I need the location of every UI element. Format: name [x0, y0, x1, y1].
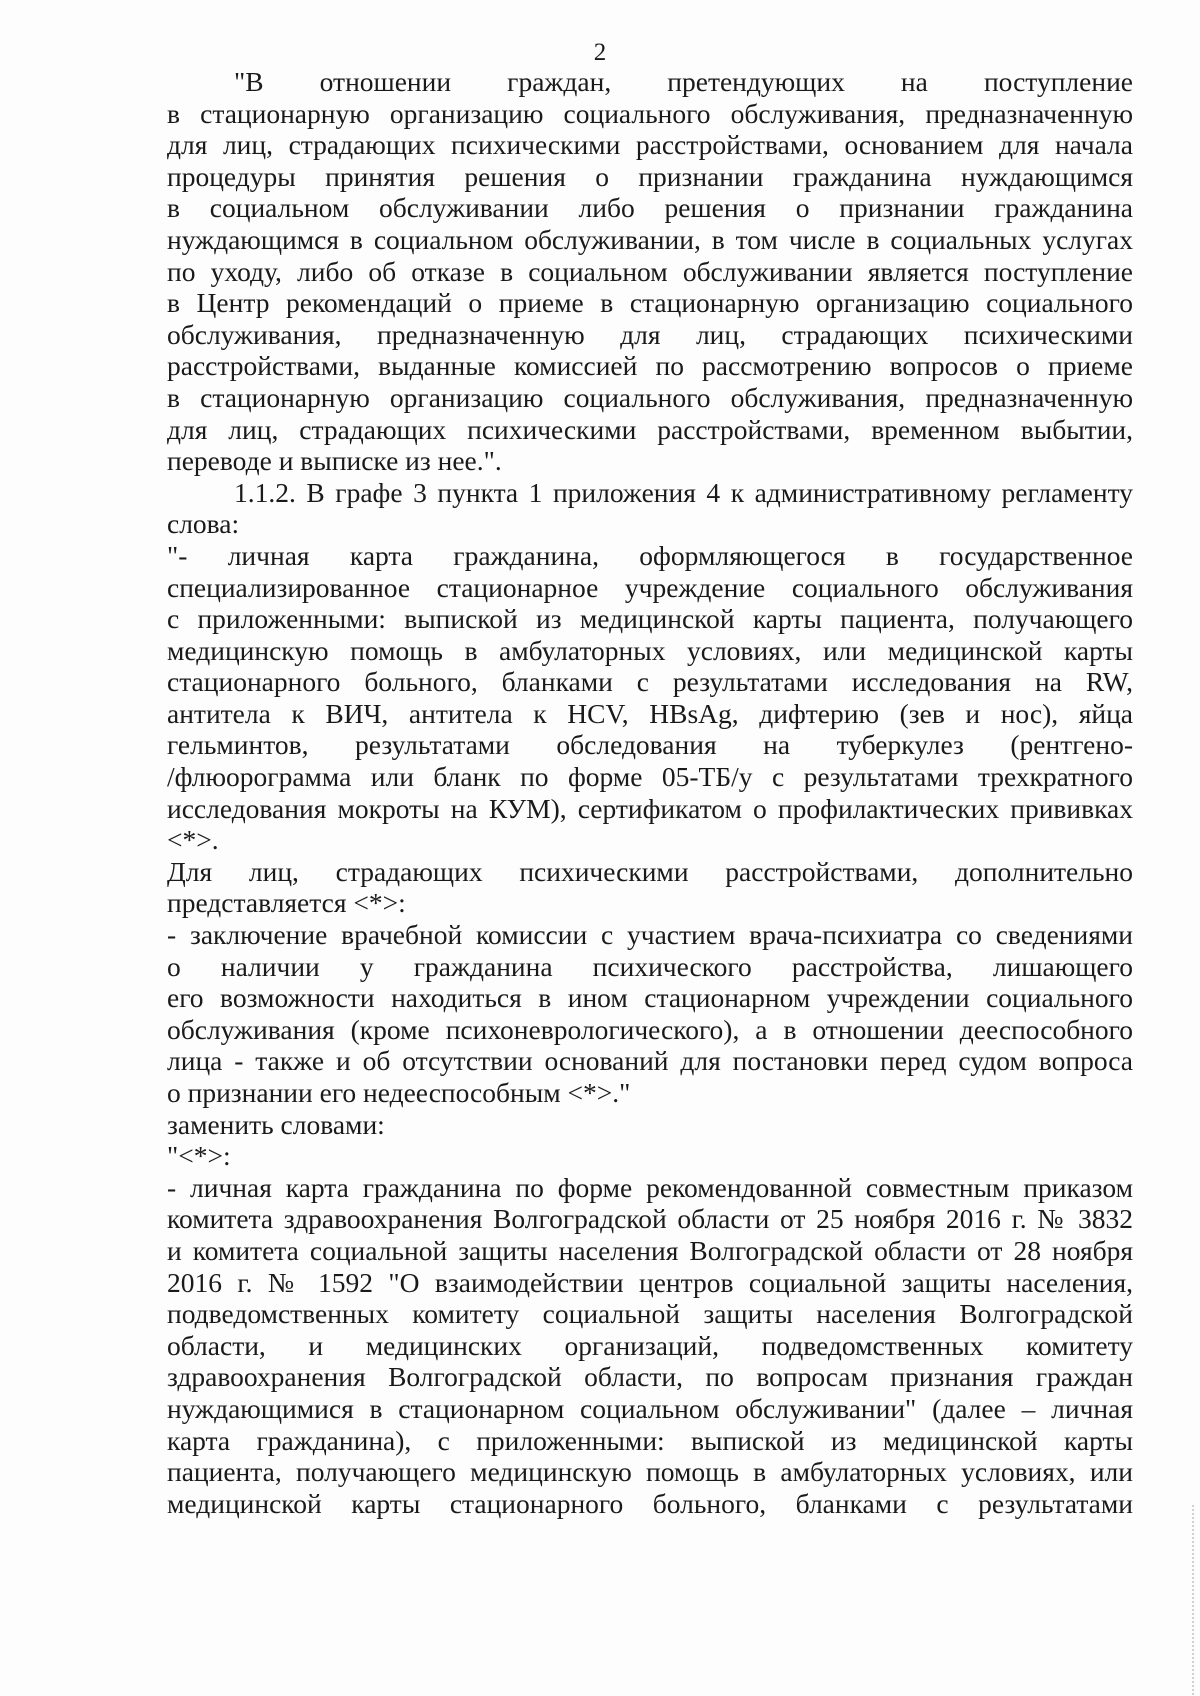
- text-line: - личная карта гражданина по форме рекомендованной совместным приказом: [167, 1171, 1133, 1203]
- text-line: стационарного больного, бланками с результатами исследования на RW,: [167, 666, 1133, 698]
- text-line: "<*>:: [167, 1140, 231, 1172]
- text-line: для лиц, страдающих психическими расстройствами, основанием для начала: [167, 129, 1133, 161]
- text-line: медицинской карты стационарного больного, бланками с результатами: [167, 1487, 1133, 1519]
- text-line: подведомственных комитету социальной защиты населения Волгоградской: [167, 1298, 1133, 1330]
- text-line: здравоохранения Волгоградской области, по вопросам признания граждан: [167, 1361, 1133, 1393]
- text-line: в социальном обслуживании либо решения о признании гражданина: [167, 192, 1133, 224]
- text-line: /флюорограмма или бланк по форме 05-ТБ/у с результатами трехкратного: [167, 761, 1133, 793]
- text-line: переводе и выписке из нее.".: [167, 445, 502, 477]
- text-line: по уходу, либо об отказе в социальном обслуживании является поступление: [167, 255, 1133, 287]
- text-line: пациента, получающего медицинскую помощь в амбулаторных условиях, или: [167, 1456, 1133, 1488]
- text-line: карта гражданина), с приложенными: выпиской из медицинской карты: [167, 1424, 1133, 1456]
- text-line: области, и медицинских организаций, подведомственных комитету: [167, 1329, 1133, 1361]
- text-line: его возможности находиться в ином стационарном учреждении социального: [167, 982, 1133, 1014]
- text-line: гельминтов, результатами обследования на туберкулез (рентгено-: [167, 729, 1133, 761]
- document-body: [167, 66, 1133, 1519]
- text-line: - заключение врачебной комиссии с участием врача-психиатра со сведениями: [167, 919, 1133, 951]
- text-line: <*>.: [167, 824, 219, 856]
- page-number: 2: [593, 39, 607, 66]
- text-line: Для лиц, страдающих психическими расстройствами, дополнительно: [167, 855, 1133, 887]
- text-line: слова:: [167, 508, 240, 540]
- text-line: нуждающимся в социальном обслуживании, в том числе в социальных услугах: [167, 223, 1133, 255]
- scan-edge-marks: [1188, 1505, 1194, 1695]
- text-line: заменить словами:: [167, 1108, 385, 1140]
- text-line: лица - также и об отсутствии оснований для постановки перед судом вопроса: [167, 1045, 1133, 1077]
- text-line: в стационарную организацию социального обслуживания, предназначенную: [167, 97, 1133, 129]
- text-line: представляется <*>:: [167, 887, 406, 919]
- text-line: обслуживания, предназначенную для лиц, страдающих психическими: [167, 318, 1133, 350]
- text-line: "В отношении граждан, претендующих на поступление: [234, 66, 1133, 97]
- text-line: медицинскую помощь в амбулаторных условиях, или медицинской карты: [167, 634, 1133, 666]
- text-line: в Центр рекомендаций о приеме в стационарную организацию социального: [167, 287, 1133, 319]
- text-line: процедуры принятия решения о признании гражданина нуждающимся: [167, 160, 1133, 192]
- text-line: о наличии у гражданина психического расстройства, лишающего: [167, 950, 1133, 982]
- text-line: нуждающимися в стационарном социальном обслуживании" (далее – личная: [167, 1392, 1133, 1424]
- text-line: и комитета социальной защиты населения Волгоградской области от 28 ноября: [167, 1234, 1133, 1266]
- text-line: в стационарную организацию социального обслуживания, предназначенную: [167, 381, 1133, 413]
- text-line: 2016 г. № 1592 "О взаимодействии центров социальной защиты населения,: [167, 1266, 1133, 1298]
- text-line: обслуживания (кроме психоневрологического), а в отношении дееспособного: [167, 1013, 1133, 1045]
- text-line: исследования мокроты на КУМ), сертификатом о профилактических прививках: [167, 792, 1133, 824]
- text-line: специализированное стационарное учреждение социального обслуживания: [167, 571, 1133, 603]
- text-line: 1.1.2. В графе 3 пункта 1 приложения 4 к административному регламенту: [234, 476, 1133, 508]
- text-line: антитела к ВИЧ, антитела к HCV, HBsAg, дифтерию (зев и нос), яйца: [167, 697, 1133, 729]
- text-line: комитета здравоохранения Волгоградской области от 25 ноября 2016 г. № 3832: [167, 1203, 1133, 1235]
- text-line: "- личная карта гражданина, оформляющегося в государственное: [167, 539, 1133, 571]
- text-line: расстройствами, выданные комиссией по рассмотрению вопросов о приеме: [167, 350, 1133, 382]
- text-line: для лиц, страдающих психическими расстройствами, временном выбытии,: [167, 413, 1133, 445]
- text-line: с приложенными: выпиской из медицинской карты пациента, получающего: [167, 603, 1133, 635]
- text-line: о признании его недееспособным <*>.": [167, 1077, 631, 1108]
